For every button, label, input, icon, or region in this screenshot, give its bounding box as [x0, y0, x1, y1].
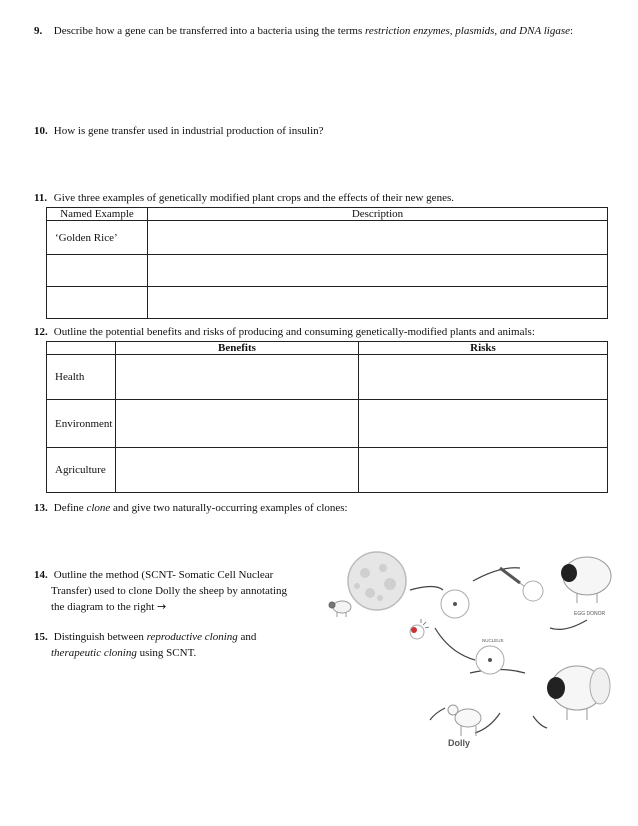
egg-donor-sheep-icon [561, 557, 611, 603]
header-risks: Risks [359, 342, 608, 355]
question-9: 9. Describe how a gene can be transferred into a bacteria using the terms restriction enzymes, plasmids, and DNA ligase: [34, 25, 574, 37]
agriculture-benefits-cell[interactable] [116, 448, 359, 493]
udder-cell-culture-icon [348, 552, 406, 610]
header-named-example: Named Example [47, 208, 148, 221]
header-blank [47, 342, 116, 355]
egg-donor-label: EGG DONOR [574, 611, 606, 617]
crop-description-cell[interactable] [148, 221, 608, 255]
egg-cell-icon [523, 581, 543, 601]
dolly-label: Dolly [448, 738, 471, 748]
question-13: 13. Define clone and give two naturally-occurring examples of clones: [34, 502, 348, 514]
surrogate-sheep-icon [547, 666, 610, 720]
environment-risks-cell[interactable] [359, 400, 608, 448]
health-benefits-cell[interactable] [116, 355, 359, 400]
question-12: 12. Outline the potential benefits and risks of producing and consuming genetically-modified plants and animals: [34, 326, 535, 338]
question-10: 10. How is gene transfer used in industrial production of insulin? [34, 125, 324, 137]
question-15: 15. Distinguish between reproductive cloning and therapeutic cloning using SCNT. [34, 631, 257, 659]
dolly-sheep-icon [448, 705, 481, 736]
nucleus-removal-icon [410, 619, 429, 639]
gm-crops-table [46, 207, 608, 319]
environment-benefits-cell[interactable] [116, 400, 359, 448]
row-label-health: Health [47, 355, 116, 400]
row-label-environment: Environment [47, 400, 116, 448]
crop-example-cell[interactable] [47, 255, 148, 287]
crop-example-cell[interactable] [47, 287, 148, 319]
row-label-agriculture: Agriculture [47, 448, 116, 493]
crop-description-cell[interactable] [148, 255, 608, 287]
arrow-right-icon: → [157, 600, 167, 613]
nucleus-label: NUCLEUS [482, 638, 504, 643]
benefits-risks-table [46, 341, 608, 493]
health-risks-cell[interactable] [359, 355, 608, 400]
question-11: 11. Give three examples of genetically modified plant crops and the effects of their new genes. [34, 192, 454, 204]
agriculture-risks-cell[interactable] [359, 448, 608, 493]
fused-cell-icon [476, 646, 504, 674]
donor-cell-icon [441, 590, 469, 618]
somatic-cell-donor-sheep-icon [329, 601, 351, 617]
question-14: 14. Outline the method (SCNT- Somatic Cell Nuclear Transfer) used to clone Dolly the sheep by annotating the diagram to the right → [34, 569, 288, 613]
crop-example-cell: ‘Golden Rice’ [47, 221, 148, 255]
scnt-cloning-diagram [325, 548, 615, 778]
header-description: Description [148, 208, 608, 221]
crop-description-cell[interactable] [148, 287, 608, 319]
header-benefits: Benefits [116, 342, 359, 355]
pipette-icon [500, 568, 525, 587]
